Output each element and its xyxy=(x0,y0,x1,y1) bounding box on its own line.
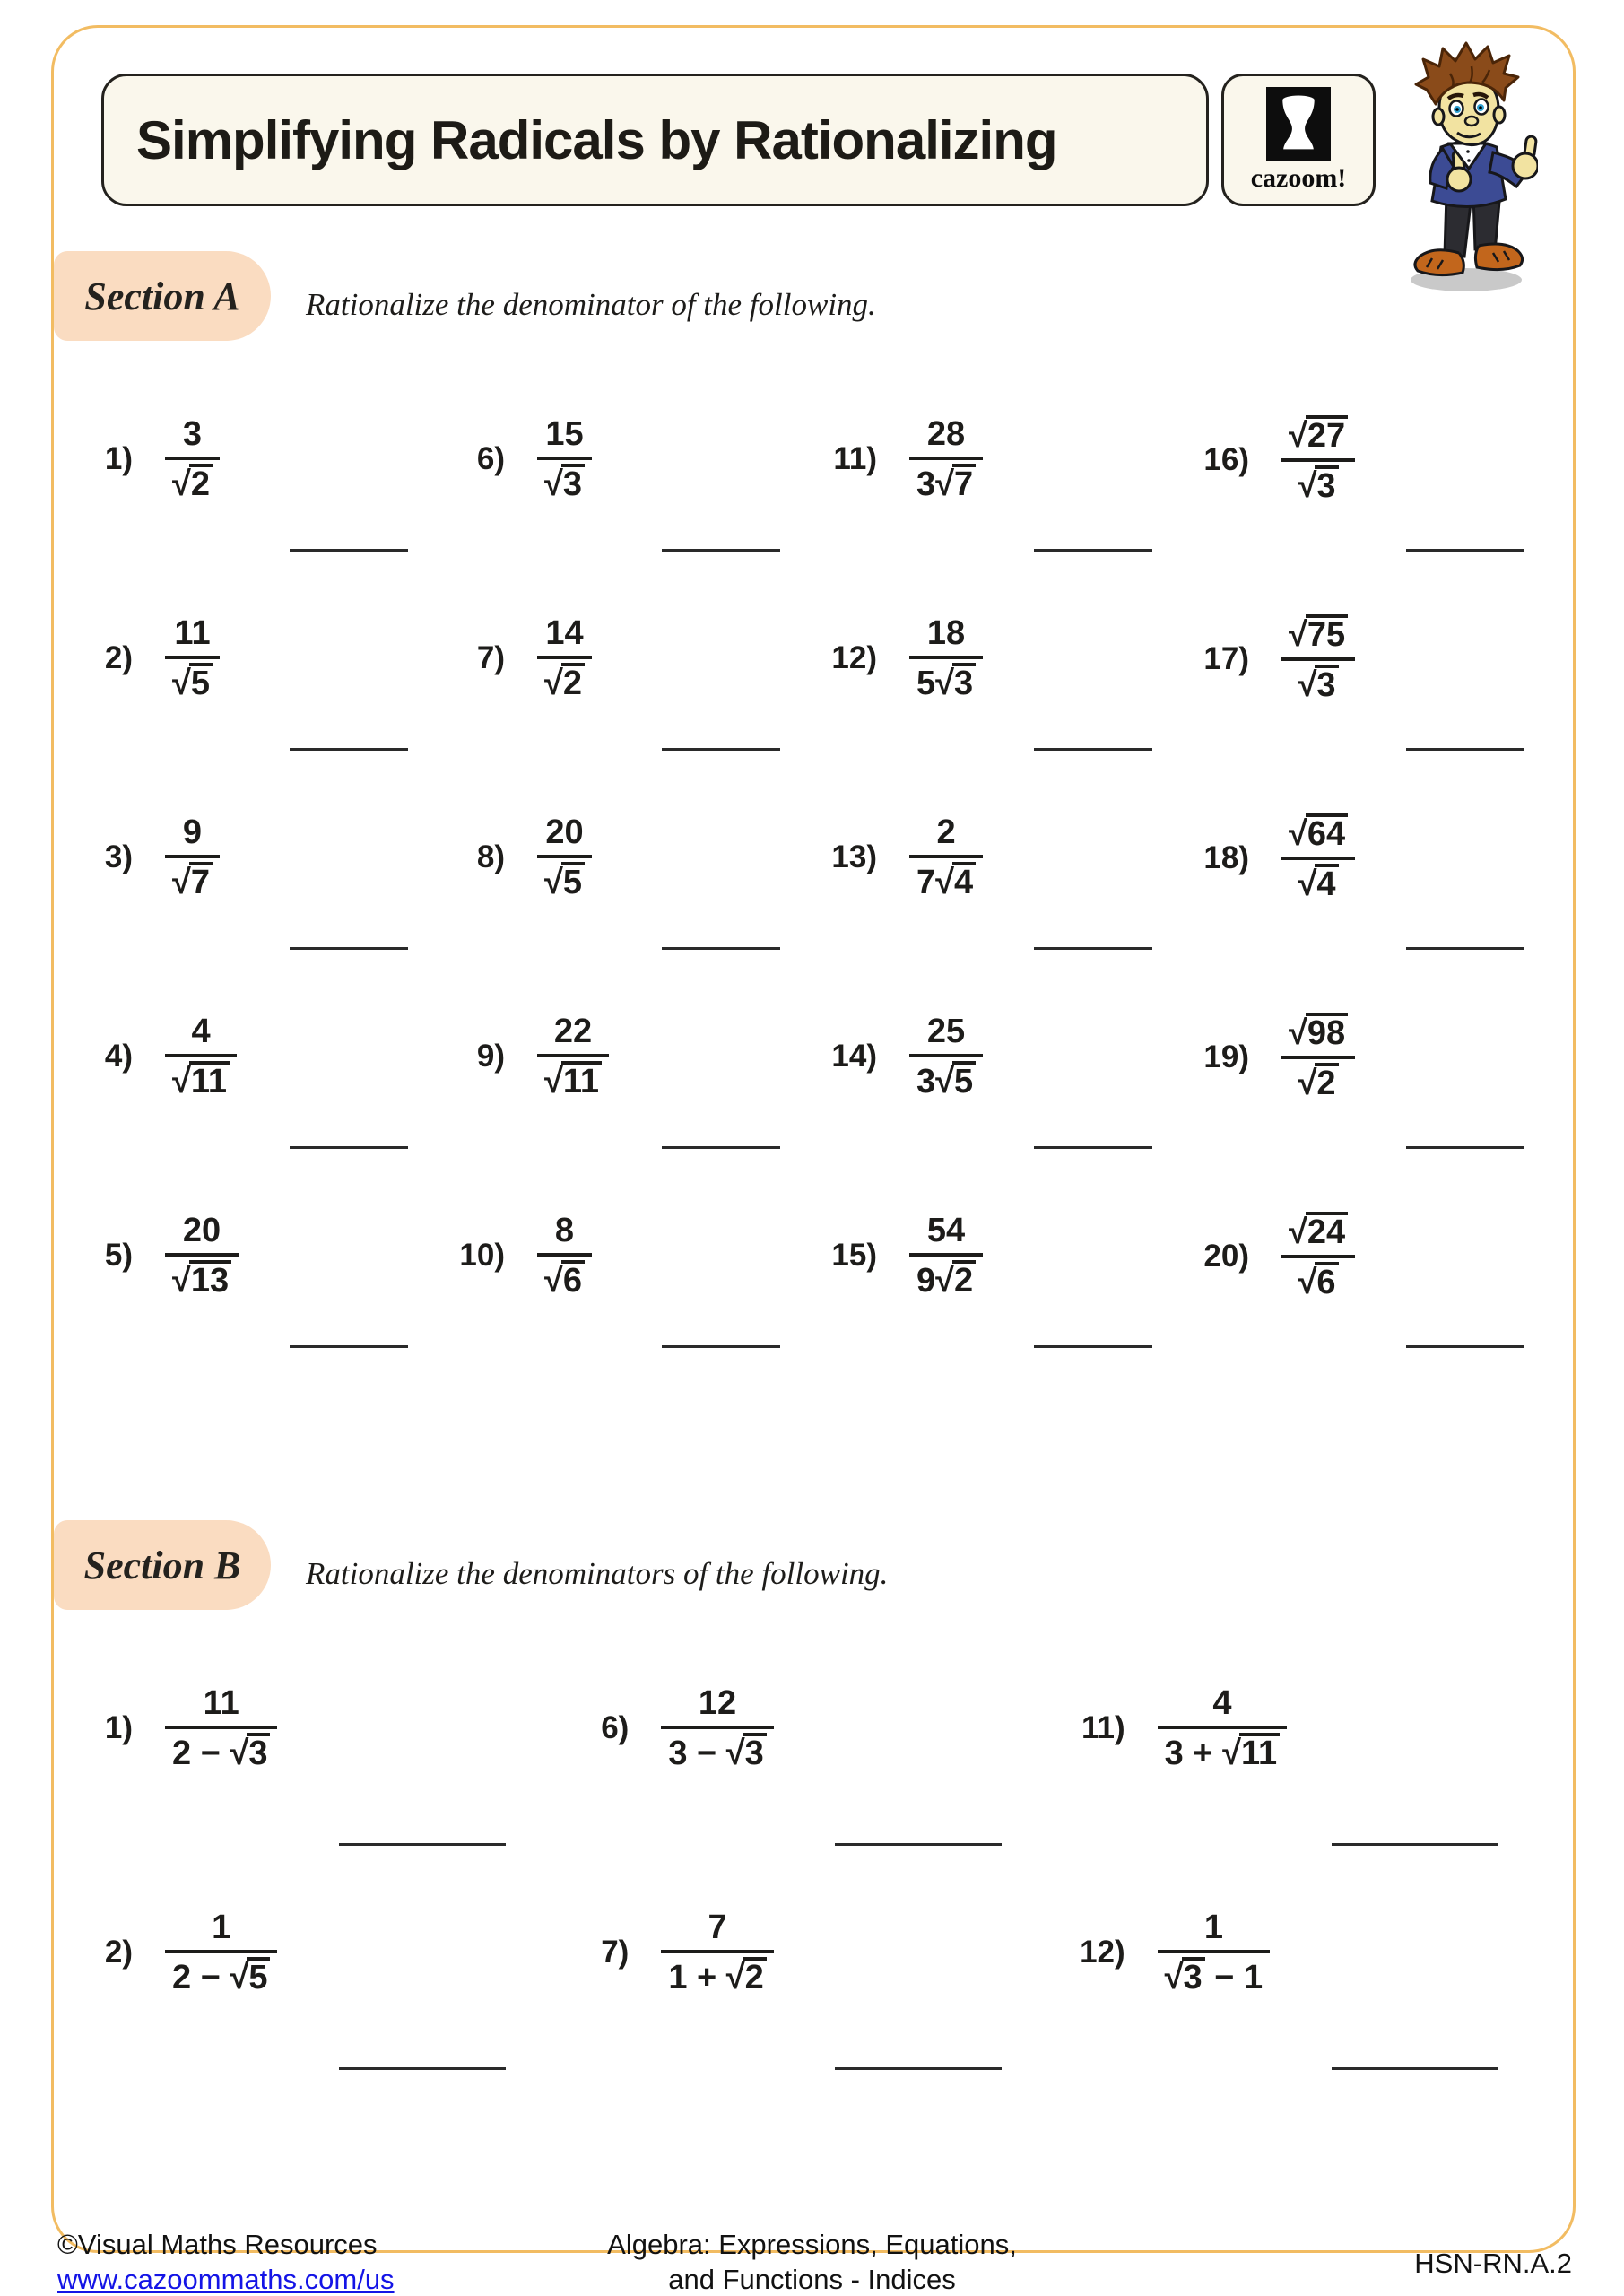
answer-line xyxy=(339,2067,506,2070)
numerator: 4 xyxy=(191,1013,211,1050)
denominator xyxy=(165,659,220,704)
copyright-text: ©Visual Maths Resources xyxy=(57,2229,378,2260)
student-mascot-illustration xyxy=(1403,38,1538,298)
problem xyxy=(825,1211,1197,1300)
radical-expression: √6 xyxy=(544,1262,585,1300)
problem-cell xyxy=(1197,1200,1569,1399)
problem-number: 1) xyxy=(104,1710,133,1746)
problem-number: 2) xyxy=(104,1935,133,1970)
problem xyxy=(577,1683,1073,1773)
problem-cell xyxy=(1073,1897,1569,2121)
fraction xyxy=(165,813,220,902)
radical-expression: √11 xyxy=(544,1063,602,1100)
denominator xyxy=(1291,462,1346,507)
numerator xyxy=(1281,1211,1355,1255)
problem xyxy=(453,813,825,902)
problem xyxy=(453,613,825,703)
fraction xyxy=(165,1012,237,1101)
problem-number: 3) xyxy=(104,839,133,875)
numerator: 54 xyxy=(926,1212,966,1249)
answer-line xyxy=(1332,1843,1498,1846)
answer-line xyxy=(1034,947,1152,950)
problem-cell xyxy=(1197,404,1569,603)
problem xyxy=(1197,1012,1569,1103)
numerator: 11 xyxy=(203,1684,239,1722)
fraction xyxy=(537,613,592,703)
radical-expression: √64 xyxy=(1289,815,1348,853)
radical-expression: √3 xyxy=(1298,666,1339,704)
fraction xyxy=(537,414,592,504)
fraction xyxy=(165,1908,277,1997)
answer-line xyxy=(662,748,780,751)
radical-expression: √5 xyxy=(935,1063,976,1100)
problem xyxy=(81,414,453,504)
problem-cell xyxy=(1073,1673,1569,1897)
fraction xyxy=(661,1683,773,1773)
denominator xyxy=(537,1257,592,1301)
fraction xyxy=(1281,613,1355,705)
problem-number: 18) xyxy=(1203,840,1249,876)
radical-expression: √98 xyxy=(1289,1014,1348,1052)
fraction xyxy=(1281,813,1355,904)
problem-number: 9) xyxy=(476,1039,505,1074)
radical-expression: √2 xyxy=(726,1959,767,1996)
problem-cell xyxy=(81,1673,577,1897)
problem-cell xyxy=(453,1001,825,1200)
section-b-badge: Section B xyxy=(54,1520,271,1610)
answer-line xyxy=(290,549,408,552)
fraction xyxy=(165,613,220,703)
section-a-instruction: Rationalize the denominator of the following. xyxy=(306,287,876,322)
problem-cell xyxy=(453,1200,825,1399)
answer-line xyxy=(1034,1146,1152,1149)
answer-line xyxy=(1332,2067,1498,2070)
radical-expression: √4 xyxy=(935,864,976,901)
problem-number: 13) xyxy=(831,839,877,875)
problem xyxy=(825,1012,1197,1101)
problem xyxy=(1073,1908,1569,1997)
numerator xyxy=(1281,813,1355,857)
denominator: 5√3 xyxy=(909,659,983,704)
answer-line xyxy=(1406,748,1524,751)
fraction xyxy=(909,1211,983,1300)
denominator: 3 − √3 xyxy=(661,1729,773,1774)
problem xyxy=(1197,813,1569,904)
radical-expression: √2 xyxy=(172,465,213,503)
fraction xyxy=(909,1012,983,1101)
problem-number: 19) xyxy=(1203,1039,1249,1075)
fraction xyxy=(1158,1683,1287,1773)
problem-cell xyxy=(81,404,453,603)
problem-number: 20) xyxy=(1203,1239,1249,1274)
answer-line xyxy=(662,549,780,552)
problem xyxy=(825,613,1197,703)
radical-expression: √2 xyxy=(935,1262,976,1300)
problem-number: 11) xyxy=(833,441,877,477)
numerator: 15 xyxy=(545,415,584,453)
answer-line xyxy=(835,1843,1002,1846)
radical-expression: √7 xyxy=(172,864,213,901)
topic-line-1: Algebra: Expressions, Equations, xyxy=(607,2229,1017,2260)
section-a-badge: Section A xyxy=(54,251,271,341)
problem-number: 6) xyxy=(601,1710,630,1746)
problem-cell xyxy=(81,1001,453,1200)
radical-expression: √2 xyxy=(544,665,585,702)
section-b-instruction: Rationalize the denominators of the following. xyxy=(306,1556,889,1591)
problem-number: 6) xyxy=(476,441,505,477)
answer-line xyxy=(662,1146,780,1149)
answer-line xyxy=(1406,1345,1524,1348)
denominator: 3 + √11 xyxy=(1158,1729,1287,1774)
denominator xyxy=(537,659,592,704)
cazoom-logo xyxy=(1221,74,1376,206)
denominator xyxy=(165,1057,237,1102)
problem xyxy=(1073,1683,1569,1773)
denominator: 3√5 xyxy=(909,1057,983,1102)
answer-line xyxy=(1406,549,1524,552)
problem xyxy=(81,1683,577,1773)
denominator: 2 − √5 xyxy=(165,1953,277,1998)
answer-line xyxy=(290,1146,408,1149)
problem-cell xyxy=(453,802,825,1001)
problem xyxy=(453,1211,825,1300)
problem-cell xyxy=(1197,603,1569,802)
numerator: 22 xyxy=(553,1013,593,1050)
problem-number: 17) xyxy=(1203,641,1249,677)
numerator xyxy=(1281,414,1355,458)
problem-number: 14) xyxy=(831,1039,877,1074)
denominator xyxy=(165,1257,239,1301)
problem xyxy=(1197,1211,1569,1302)
numerator: 20 xyxy=(545,813,584,851)
radical-expression: √6 xyxy=(1298,1264,1339,1301)
radical-expression: √13 xyxy=(172,1262,231,1300)
problem xyxy=(453,414,825,504)
page-title: Simplifying Radicals by Rationalizing xyxy=(136,109,1057,170)
answer-line xyxy=(290,947,408,950)
denominator xyxy=(537,460,592,505)
numerator: 3 xyxy=(182,415,203,453)
cazoom-goblet-icon xyxy=(1266,87,1331,161)
problem xyxy=(81,1012,453,1101)
denominator xyxy=(1291,1059,1346,1104)
radical-expression: √3 xyxy=(1298,467,1339,505)
problem-cell xyxy=(577,1673,1073,1897)
problem-cell xyxy=(81,1897,577,2121)
problem xyxy=(81,813,453,902)
website-link[interactable]: www.cazoommaths.com/us xyxy=(57,2263,395,2295)
numerator: 12 xyxy=(698,1684,737,1722)
problem xyxy=(825,414,1197,504)
denominator xyxy=(165,460,220,505)
fraction xyxy=(537,1211,592,1300)
radical-expression: √3 xyxy=(230,1735,270,1772)
denominator xyxy=(537,1057,609,1102)
fraction xyxy=(1281,414,1355,506)
section-b-problem-grid xyxy=(81,1673,1569,2121)
problem-cell xyxy=(825,802,1197,1001)
problem-number: 8) xyxy=(476,839,505,875)
footer-topic xyxy=(0,2228,1624,2296)
problem-cell xyxy=(81,802,453,1001)
denominator xyxy=(165,858,220,903)
denominator: 9√2 xyxy=(909,1257,983,1301)
numerator: 8 xyxy=(554,1212,575,1249)
radical-expression: √5 xyxy=(230,1959,270,1996)
problem xyxy=(1197,414,1569,506)
problem-cell xyxy=(81,603,453,802)
denominator: 1 + √2 xyxy=(661,1953,773,1998)
fraction xyxy=(1158,1908,1270,1997)
numerator: 11 xyxy=(174,614,211,652)
fraction xyxy=(537,813,592,902)
problem xyxy=(453,1012,825,1101)
answer-line xyxy=(290,748,408,751)
denominator xyxy=(1291,1258,1346,1303)
problem-number: 12) xyxy=(831,640,877,676)
problem xyxy=(81,1908,577,1997)
fraction xyxy=(537,1012,609,1101)
radical-expression: √3 xyxy=(935,665,976,702)
answer-line xyxy=(1406,1146,1524,1149)
problem-number: 7) xyxy=(476,640,505,676)
problem-number: 2) xyxy=(104,640,133,676)
answer-line xyxy=(1034,1345,1152,1348)
problem-cell xyxy=(453,603,825,802)
denominator: 3√7 xyxy=(909,460,983,505)
radical-expression: √4 xyxy=(1298,865,1339,903)
radical-expression: √3 xyxy=(726,1735,767,1772)
numerator: 9 xyxy=(182,813,203,851)
numerator: 4 xyxy=(1212,1684,1232,1722)
answer-line xyxy=(290,1345,408,1348)
problem xyxy=(81,613,453,703)
numerator: 28 xyxy=(926,415,966,453)
problem-number: 16) xyxy=(1203,442,1249,478)
fraction xyxy=(909,613,983,703)
problem xyxy=(1197,613,1569,705)
radical-expression: √2 xyxy=(1298,1065,1339,1102)
numerator: 1 xyxy=(1203,1909,1223,1946)
problem-cell xyxy=(825,404,1197,603)
title-box xyxy=(101,74,1209,206)
problem-number: 11) xyxy=(1081,1710,1125,1746)
cazoom-logo-text: cazoom! xyxy=(1250,162,1347,193)
answer-line xyxy=(1406,947,1524,950)
fraction xyxy=(165,1211,239,1300)
problem xyxy=(825,813,1197,902)
radical-expression: √3 xyxy=(544,465,585,503)
problem-cell xyxy=(1197,802,1569,1001)
numerator xyxy=(1281,613,1355,657)
radical-expression: √3 xyxy=(1165,1959,1205,1996)
answer-line xyxy=(662,1345,780,1348)
fraction xyxy=(909,813,983,902)
radical-expression: √75 xyxy=(1289,616,1348,654)
fraction xyxy=(165,414,220,504)
topic-line-2: and Functions - Indices xyxy=(668,2263,956,2295)
problem-cell xyxy=(453,404,825,603)
radical-expression: √27 xyxy=(1289,417,1348,455)
problem xyxy=(577,1908,1073,1997)
problem xyxy=(81,1211,453,1300)
denominator xyxy=(1291,661,1346,706)
problem-cell xyxy=(1197,1001,1569,1200)
numerator: 7 xyxy=(708,1909,727,1946)
problem-number: 4) xyxy=(104,1039,133,1074)
answer-line xyxy=(1034,549,1152,552)
answer-line xyxy=(662,947,780,950)
problem-number: 7) xyxy=(601,1935,630,1970)
numerator: 14 xyxy=(545,614,584,652)
radical-expression: √7 xyxy=(935,465,976,503)
section-a-problem-grid xyxy=(81,404,1569,1399)
fraction xyxy=(909,414,983,504)
problem-cell xyxy=(825,1001,1197,1200)
answer-line xyxy=(1034,748,1152,751)
problem-number: 15) xyxy=(831,1238,877,1274)
fraction xyxy=(1281,1211,1355,1302)
numerator: 18 xyxy=(926,614,966,652)
problem-number: 10) xyxy=(459,1238,505,1274)
problem-cell xyxy=(81,1200,453,1399)
problem-number: 5) xyxy=(104,1238,133,1274)
standard-code: HSN-RN.A.2 xyxy=(1414,2248,1572,2279)
problem-cell xyxy=(825,1200,1197,1399)
answer-line xyxy=(339,1843,506,1846)
radical-expression: √5 xyxy=(172,665,213,702)
numerator: 25 xyxy=(926,1013,966,1050)
numerator: 1 xyxy=(212,1909,231,1946)
fraction xyxy=(661,1908,773,1997)
radical-expression: √11 xyxy=(172,1063,230,1100)
denominator: 2 − √3 xyxy=(165,1729,277,1774)
numerator xyxy=(1281,1012,1355,1056)
radical-expression: √11 xyxy=(1222,1735,1280,1772)
radical-expression: √5 xyxy=(544,864,585,901)
denominator xyxy=(537,858,592,903)
problem-number: 1) xyxy=(104,441,133,477)
problem-cell xyxy=(577,1897,1073,2121)
problem-cell xyxy=(825,603,1197,802)
radical-expression: √24 xyxy=(1289,1213,1348,1251)
fraction xyxy=(1281,1012,1355,1103)
answer-line xyxy=(835,2067,1002,2070)
problem-number: 12) xyxy=(1080,1935,1125,1970)
numerator: 20 xyxy=(182,1212,221,1249)
fraction xyxy=(165,1683,277,1773)
denominator: √3 − 1 xyxy=(1164,1958,1264,1996)
numerator: 2 xyxy=(936,813,956,851)
denominator xyxy=(1291,860,1346,905)
denominator: 7√4 xyxy=(909,858,983,903)
